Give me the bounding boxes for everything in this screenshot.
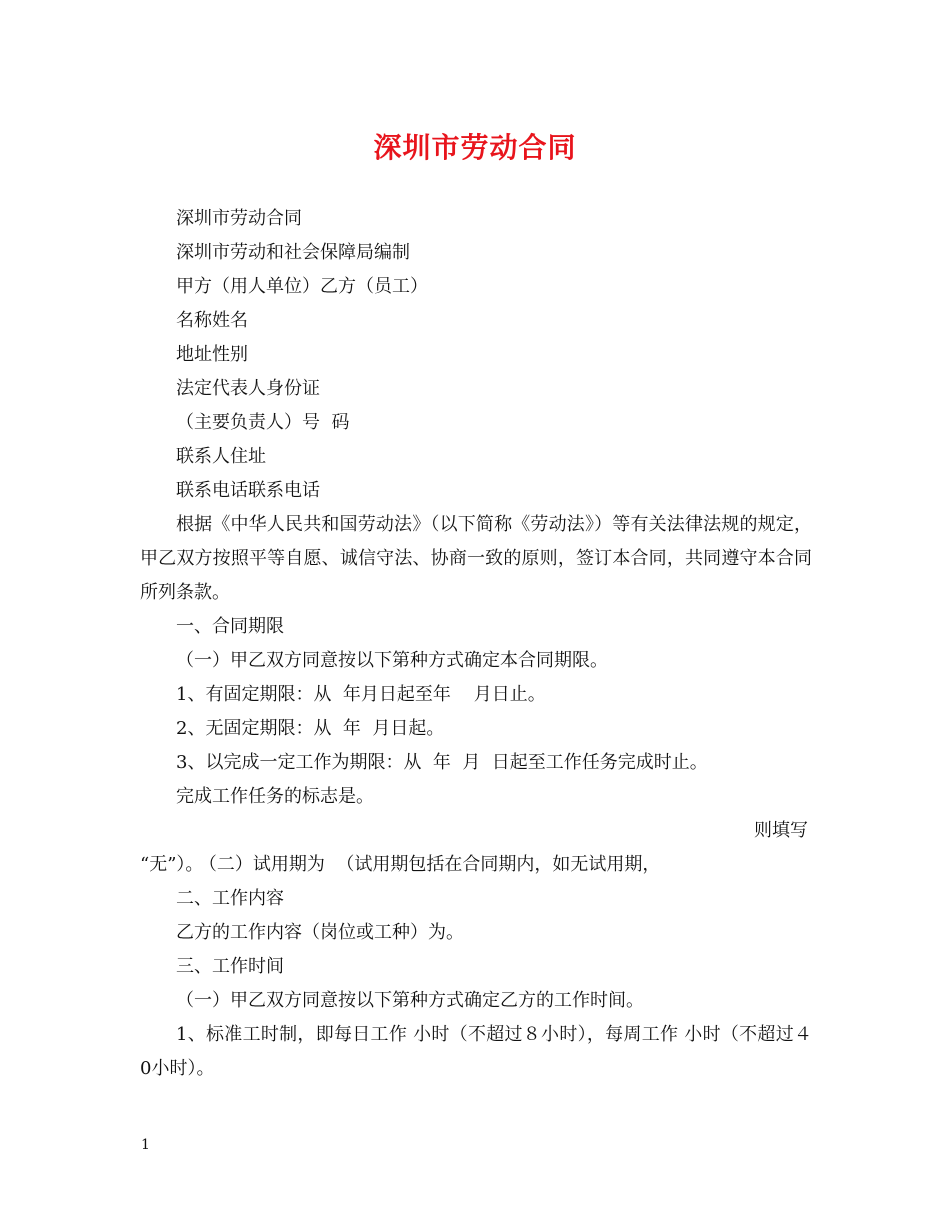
doc-line-hours-method: （一）甲乙双方同意按以下第种方式确定乙方的工作时间。 xyxy=(176,990,644,1011)
doc-line-parties: 甲方（用人单位）乙方（员工） xyxy=(176,276,428,297)
doc-line-contract-name: 深圳市劳动合同 xyxy=(176,208,302,229)
probation-fill-note: 则填写 xyxy=(754,820,808,841)
doc-line-task-term: 3、以完成一定工作为期限：从 年 月 日起至工作任务完成时止。 xyxy=(176,752,708,773)
doc-paragraph-standard-hours: 1、标准工时制，即每日工作 小时（不超过８小时），每周工作 小时（不超过４0小时）。 xyxy=(140,1024,812,1079)
doc-line-contact-field: 联系人住址 xyxy=(176,446,266,467)
doc-line-legal-rep-field: 法定代表人身份证 xyxy=(176,378,320,399)
doc-line-probation-cont: “无”）。 xyxy=(140,854,204,875)
section-heading-work-hours: 三、工作时间 xyxy=(176,956,284,977)
doc-line-open-term: 2、无固定期限：从 年 月日起。 xyxy=(176,718,445,739)
doc-line-responsible-field: （主要负责人）号 码 xyxy=(176,412,350,433)
doc-line-term-method: （一）甲乙双方同意按以下第种方式确定本合同期限。 xyxy=(176,650,608,671)
page-title: 深圳市劳动合同 xyxy=(373,131,577,164)
doc-line-probation xyxy=(140,814,812,875)
doc-paragraph-preamble: 根据《中华人民共和国劳动法》（以下简称《劳动法》）等有关法律法规的规定，甲乙双方按照平等自愿、诚信守法、协商一致的原则，签订本合同，共同遵守本合同所列条款。 xyxy=(140,514,812,603)
section-heading-term: 一、合同期限 xyxy=(176,616,284,637)
section-heading-work-content: 二、工作内容 xyxy=(176,888,284,909)
doc-line-job-content: 乙方的工作内容（岗位或工种）为。 xyxy=(176,922,464,943)
doc-line-task-completion: 完成工作任务的标志是。 xyxy=(176,786,374,807)
document-body xyxy=(140,202,812,1086)
doc-line-phone-field: 联系电话联系电话 xyxy=(176,480,320,501)
doc-line-compiled-by: 深圳市劳动和社会保障局编制 xyxy=(176,242,410,263)
doc-line-name-field: 名称姓名 xyxy=(176,310,248,331)
doc-line-address-field: 地址性别 xyxy=(176,344,248,365)
page-number: 1 xyxy=(141,1137,150,1153)
doc-line-fixed-term: 1、有固定期限：从 年月日起至年 月日止。 xyxy=(176,684,546,705)
probation-text: （二）试用期为 （试用期包括在合同期内，如无试用期， xyxy=(198,854,661,875)
